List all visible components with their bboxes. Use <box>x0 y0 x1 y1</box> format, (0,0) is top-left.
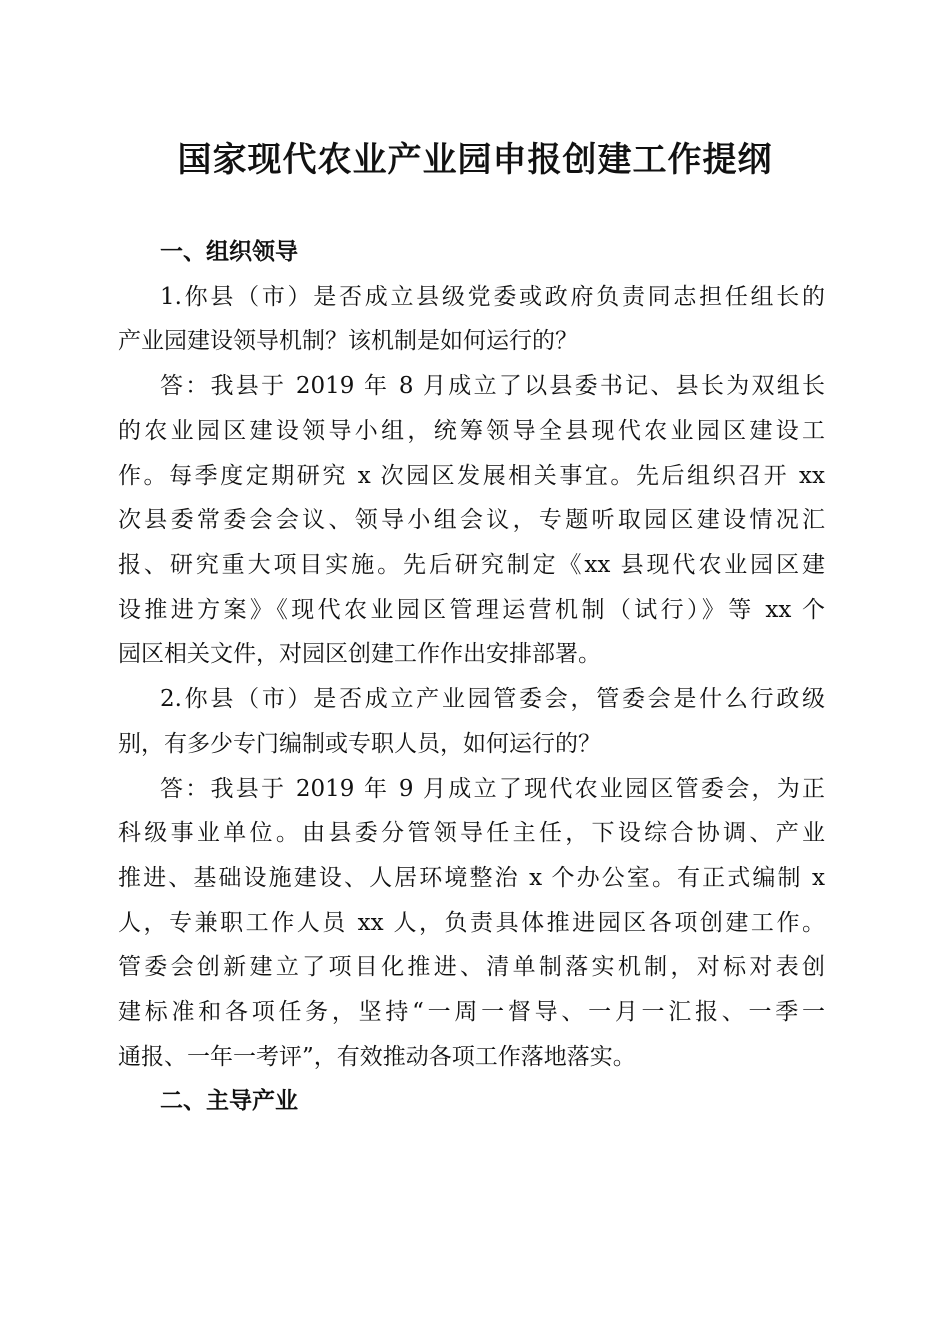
answer-2-line: 人，专兼职工作人员 xx 人，负责具体推进园区各项创建工作。 <box>118 910 825 936</box>
answer-2-line: 科级事业单位。由县委分管领导任主任，下设综合协调、产业 <box>118 820 825 846</box>
answer-2-line: 答：我县于 2019 年 9 月成立了现代农业园区管委会，为正 <box>160 776 825 802</box>
answer-2-line: 建标准和各项任务，坚持“一周一督导、一月一汇报、一季一 <box>118 999 825 1025</box>
answer-1-line: 设推进方案》《现代农业园区管理运营机制（试行）》等 xx 个 <box>118 597 825 623</box>
question-2-line: 2.你县（市）是否成立产业园管委会，管委会是什么行政级 <box>160 686 825 712</box>
section-heading-leading-industry: 二、主导产业 <box>160 1088 298 1114</box>
question-2-line: 别，有多少专门编制或专职人员，如何运行的？ <box>118 731 601 757</box>
answer-1-line: 答：我县于 2019 年 8 月成立了以县委书记、县长为双组长 <box>160 373 825 399</box>
section-heading-organization: 一、组织领导 <box>160 239 298 265</box>
answer-2-line: 通报、一年一考评”，有效推动各项工作落地落实。 <box>118 1044 636 1070</box>
question-1-line: 1.你县（市）是否成立县级党委或政府负责同志担任组长的 <box>160 284 825 310</box>
answer-2-line: 推进、基础设施建设、人居环境整治 x 个办公室。有正式编制 x <box>118 865 825 891</box>
answer-1-line: 报、研究重大项目实施。先后研究制定《xx 县现代农业园区建 <box>118 552 825 578</box>
answer-1-line: 作。每季度定期研究 x 次园区发展相关事宜。先后组织召开 xx <box>118 463 825 489</box>
question-1-line: 产业园建设领导机制？该机制是如何运行的？ <box>118 328 578 354</box>
answer-1-line: 的农业园区建设领导小组，统筹领导全县现代农业园区建设工 <box>118 418 825 444</box>
answer-1-line: 园区相关文件，对园区创建工作作出安排部署。 <box>118 641 601 667</box>
document-title: 国家现代农业产业园申报创建工作提纲 <box>177 140 773 180</box>
answer-2-line: 管委会创新建立了项目化推进、清单制落实机制，对标对表创 <box>118 954 825 980</box>
answer-1-line: 次县委常委会会议、领导小组会议，专题听取园区建设情况汇 <box>118 507 825 533</box>
